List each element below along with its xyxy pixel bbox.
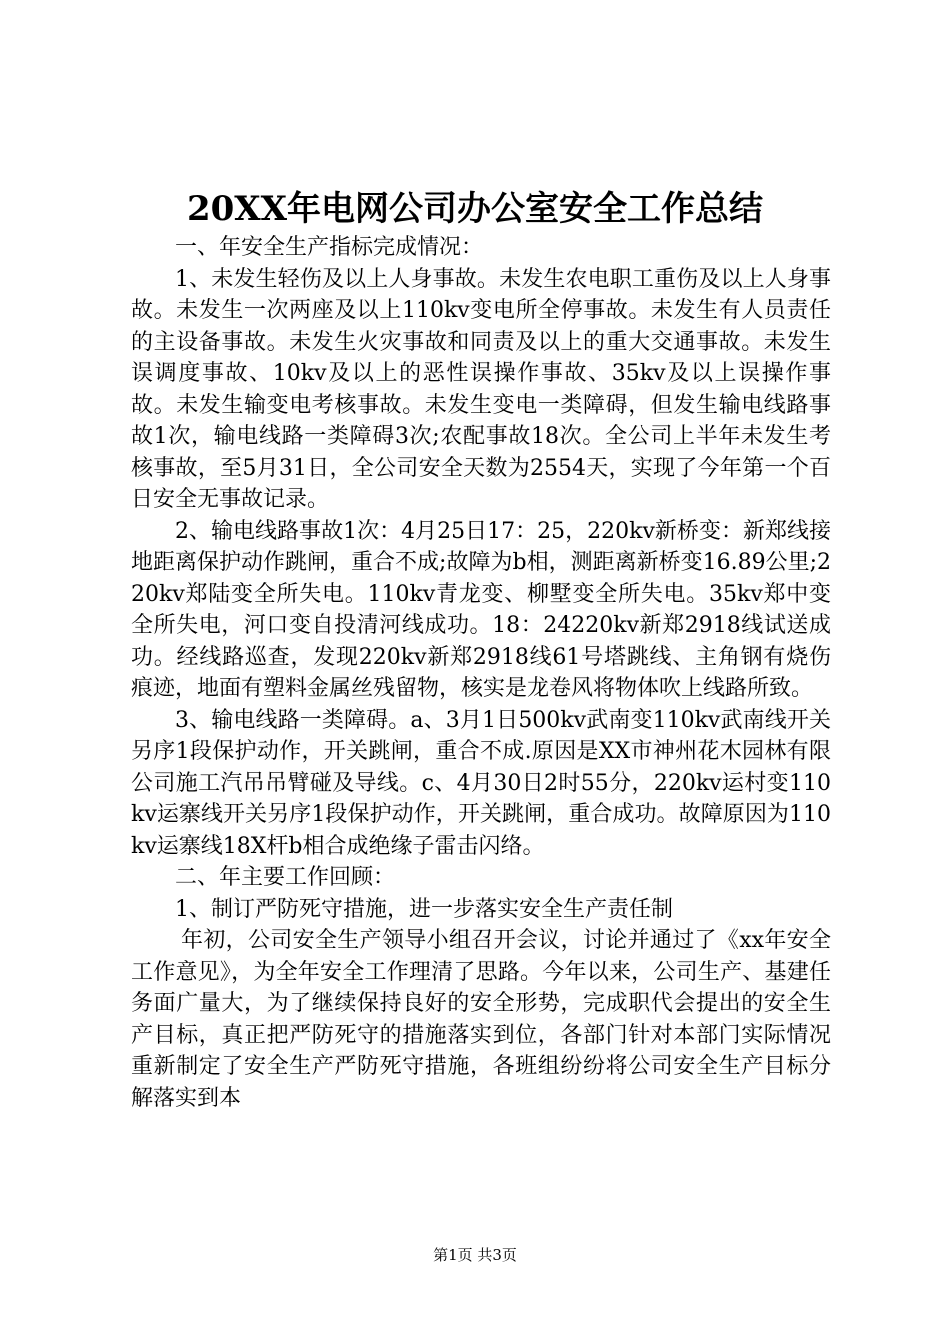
paragraph-1: 1、未发生轻伤及以上人身事故。未发生农电职工重伤及以上人身事故。未发生一次两座及以上110kv变电所全停事故。未发生有人员责任的主设备事故。未发生火灾事故和同责及以上的重大交通事故。未发生误调度事故、10kv及以上的恶性误操作事故、35kv及以上误操作事故。未发生输变电考核事故。未发生变电一类障碍，但发生输电线路事故1次，输电线路一类障碍3次;农配事故18次。全公司上半年未发生考核事故，至5月31日，全公司安全天数为2554天，实现了今年第一个百日安全无事故记录。 [131,266,831,512]
paragraph-4: 年初，公司安全生产领导小组召开会议，讨论并通过了《xx年安全工作意见》，为全年安全工作理清了思路。今年以来，公司生产、基建任务面广量大，为了继续保持良好的安全形势，完成职代会提出的安全生产目标，真正把严防死守的措施落实到位，各部门针对本部门实际情况重新制定了安全生产严防死守措施，各班组纷纷将公司安全生产目标分解落实到本 [131,928,831,1111]
paragraph-3: 3、输电线路一类障碍。a、3月1日500kv武南变110kv武南线开关另序1段保护动作，开关跳闸，重合不成.原因是XX市神州花木园林有限公司施工汽吊吊臂碰及导线。c、4月30日2时55分，220kv运村变110kv运寨线开关另序1段保护动作，开关跳闸，重合成功。故障原因为110kv运寨线18X杆b相合成绝缘子雷击闪络。 [131,707,831,859]
subsection-heading-1: 1、制订严防死守措施，进一步落实安全生产责任制 [175,896,673,922]
document-body [131,232,831,1114]
paragraph-2: 2、输电线路事故1次：4月25日17：25，220kv新桥变：新郑线接地距离保护动作跳闸，重合不成;故障为b相，测距离新桥变16.89公里;220kv郑陆变全所失电。110kv青龙变、柳墅变全所失电。35kv郑中变全所失电，河口变自投清河线成功。18：24220kv新郑2918线试送成功。经线路巡查，发现220kv新郑2918线61号塔跳线、主角钢有烧伤痕迹，地面有塑料金属丝残留物，核实是龙卷风将物体吹上线路所致。 [131,518,831,701]
page-footer: 第1页 共3页 [433,1246,517,1264]
document-title: 20XX年电网公司办公室安全工作总结 [186,189,764,229]
section-heading-2: 二、年主要工作回顾： [175,865,396,890]
section-heading-1: 一、年安全生产指标完成情况： [175,235,484,260]
